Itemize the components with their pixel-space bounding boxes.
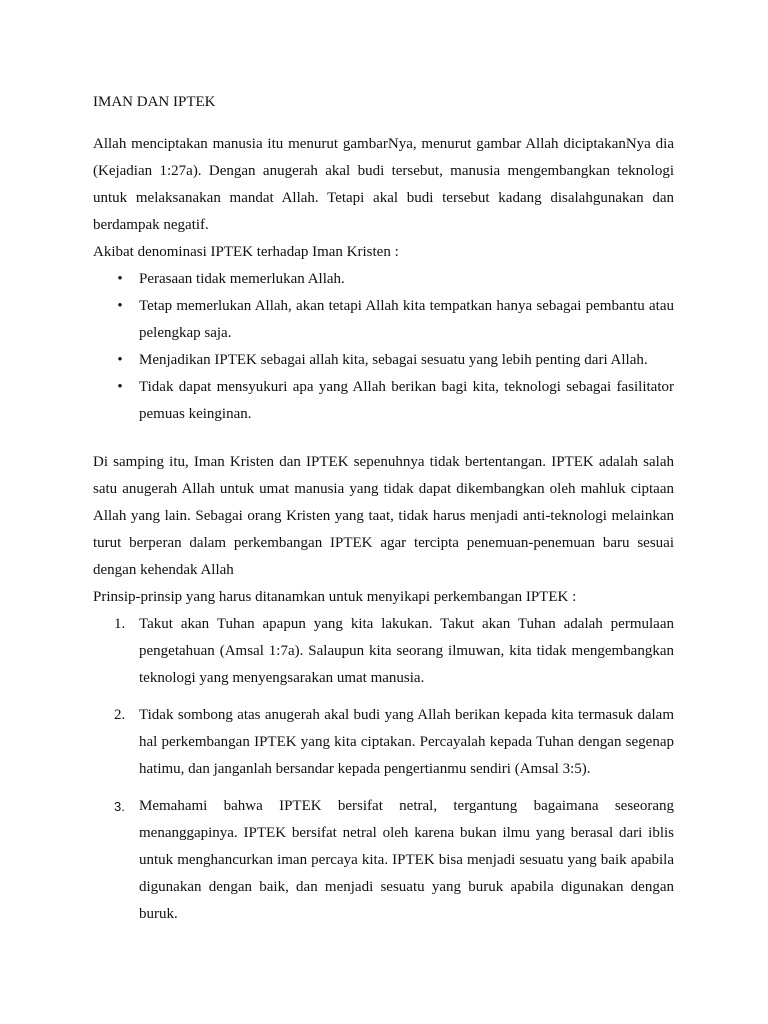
list-item — [93, 793, 674, 928]
principles-list — [93, 611, 674, 928]
list-item — [93, 293, 674, 347]
document-body — [93, 91, 674, 938]
principles-heading: Prinsip-prinsip yang harus ditanamkan untuk menyikapi perkembangan IPTEK : — [93, 589, 577, 605]
bullet-icon: • — [117, 298, 123, 314]
list-item-text: Tetap memerlukan Allah, akan tetapi Allah kita tempatkan hanya sebagai pembantu atau pelengkap saja. — [139, 298, 674, 341]
list-item — [93, 374, 674, 428]
list-item-text: Takut akan Tuhan apapun yang kita lakukan. Takut akan Tuhan adalah permulaan pengetahuan (Amsal 1:7a). Salaupun kita seorang ilmuwan, kita tidak mengembangkan teknologi yang menyengsarakan umat manusia. — [139, 616, 674, 686]
list-item-number: 2. — [114, 707, 126, 723]
list-item-text: Memahami bahwa IPTEK bersifat netral, tergantung bagaimana seseorang menanggapinya. IPTEK bersifat netral oleh karena bukan ilmu yang berasal dari iblis untuk menghancurkan iman percaya kita. IPTEK bisa menjadi sesuatu yang baik apabila digunakan dengan baik, dan menjadi sesuatu yang buruk apabila digunakan dengan buruk. — [139, 798, 674, 922]
document-title: IMAN DAN IPTEK — [93, 94, 216, 110]
bullet-icon: • — [117, 379, 123, 395]
intro-paragraph: Allah menciptakan manusia itu menurut gambarNya, menurut gambar Allah diciptakanNya dia (Kejadian 1:27a). Dengan anugerah akal budi tersebut, manusia mengembangkan teknologi untuk melaksanakan mandat Allah. Tetapi akal budi tersebut kadang disalahgunakan dan berdampak negatif. — [93, 136, 674, 233]
bullet-icon: • — [117, 352, 123, 368]
bullet-icon: • — [117, 271, 123, 287]
effects-list — [93, 266, 674, 428]
list-item-number: 1. — [114, 616, 126, 632]
list-item-text: Perasaan tidak memerlukan Allah. — [139, 271, 345, 287]
list-item-text: Tidak sombong atas anugerah akal budi yang Allah berikan kepada kita termasuk dalam hal perkembangan IPTEK yang kita ciptakan. Percayalah kepada Tuhan dengan segenap hatimu, dan janganlah bersandar kepada pengertianmu sendiri (Amsal 3:5). — [139, 707, 674, 777]
list-item — [93, 347, 674, 374]
list-item — [93, 266, 674, 293]
middle-paragraph: Di samping itu, Iman Kristen dan IPTEK sepenuhnya tidak bertentangan. IPTEK adalah salah satu anugerah Allah untuk umat manusia yang tidak dapat dikembangkan oleh mahluk ciptaan Allah yang lain. Sebagai orang Kristen yang taat, tidak harus menjadi anti-teknologi melainkan turut berperan dalam perkembangan IPTEK agar tercipta penemuan-penemuan baru sesuai dengan kehendak Allah — [93, 454, 674, 578]
list-item — [93, 702, 674, 783]
effects-heading: Akibat denominasi IPTEK terhadap Iman Kristen : — [93, 244, 399, 260]
list-item — [93, 611, 674, 692]
list-item-text: Tidak dapat mensyukuri apa yang Allah berikan bagi kita, teknologi sebagai fasilitator pemuas keinginan. — [139, 379, 674, 422]
list-item-number: 3. — [114, 799, 125, 814]
list-item-text: Menjadikan IPTEK sebagai allah kita, sebagai sesuatu yang lebih penting dari Allah. — [139, 352, 648, 368]
